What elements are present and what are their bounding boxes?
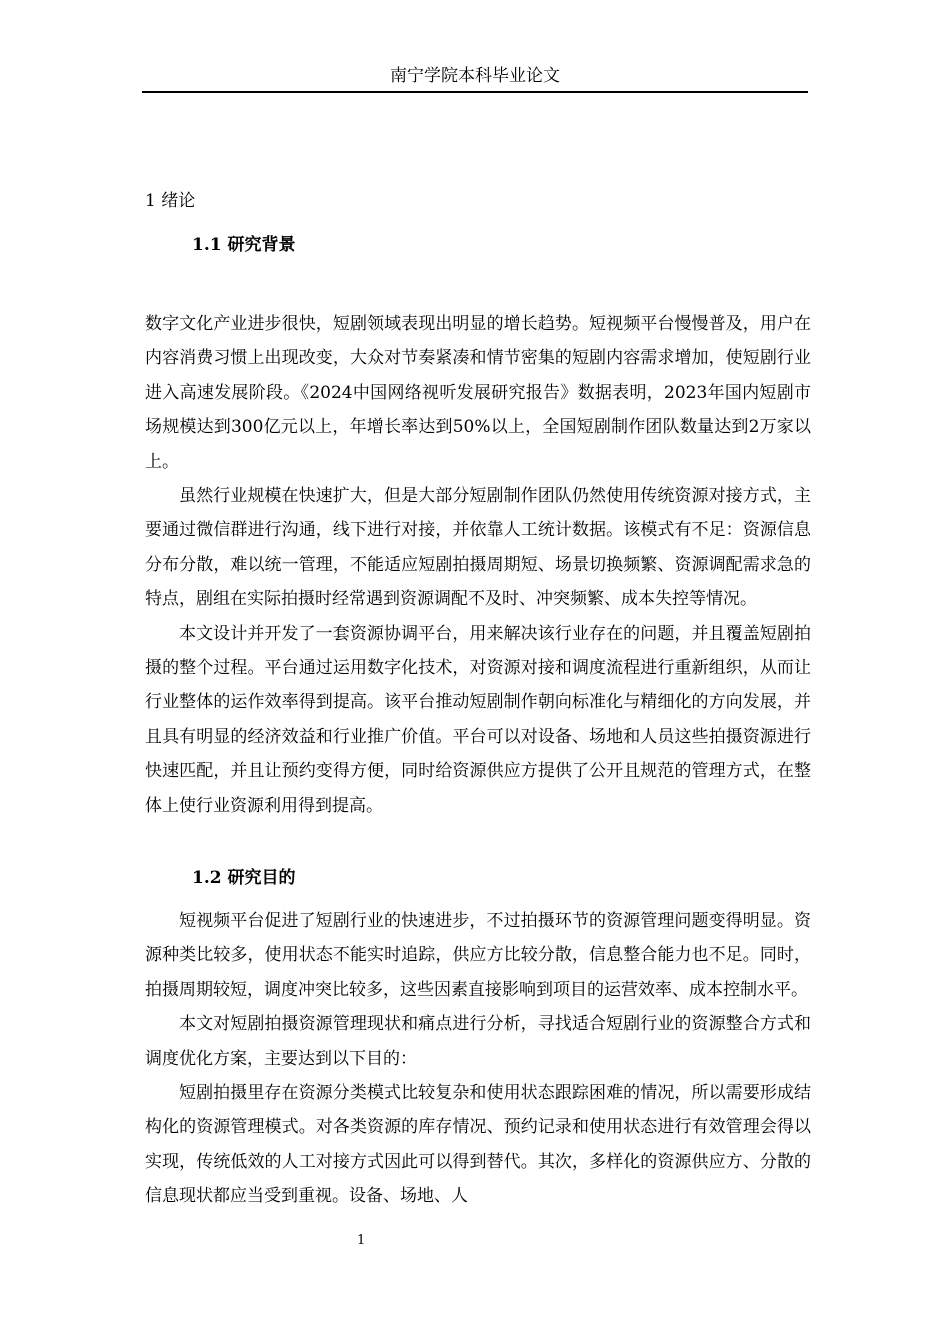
paragraph: 本文对短剧拍摄资源管理现状和痛点进行分析，寻找适合短剧行业的资源整合方式和调度优化方案，主要达到以下目的：	[145, 1014, 811, 1069]
running-header-title: 南宁学院本科毕业论文	[390, 66, 560, 86]
section-body-purpose	[145, 904, 811, 1214]
section-body-background	[145, 307, 811, 823]
paragraph: 短视频平台促进了短剧行业的快速进步，不过拍摄环节的资源管理问题变得明显。资源种类比较多，使用状态不能实时追踪，供应方比较分散，信息整合能力也不足。同时，拍摄周期较短，调度冲突比较多，这些因素直接影响到项目的运营效率、成本控制水平。	[145, 911, 811, 1000]
header-divider	[142, 91, 808, 93]
section-heading-purpose: 1.2 研究目的	[192, 868, 296, 888]
paragraph: 短剧拍摄里存在资源分类模式比较复杂和使用状态跟踪困难的情况，所以需要形成结构化的资源管理模式。对各类资源的库存情况、预约记录和使用状态进行有效管理会得以实现，传统低效的人工对接方式因此可以得到替代。其次，多样化的资源供应方、分散的信息现状都应当受到重视。设备、场地、人	[145, 1083, 811, 1207]
chapter-heading: 1 绪论	[145, 191, 196, 211]
section-heading-background: 1.1 研究背景	[192, 235, 296, 255]
paragraph: 虽然行业规模在快速扩大，但是大部分短剧制作团队仍然使用传统资源对接方式，主要通过微信群进行沟通，线下进行对接，并依靠人工统计数据。该模式有不足：资源信息分布分散，难以统一管理，不能适应短剧拍摄周期短、场景切换频繁、资源调配需求急的特点，剧组在实际拍摄时经常遇到资源调配不及时、冲突频繁、成本失控等情况。	[145, 486, 811, 610]
page-number: 1	[357, 1233, 366, 1248]
paragraph: 数字文化产业进步很快，短剧领域表现出明显的增长趋势。短视频平台慢慢普及，用户在内容消费习惯上出现改变，大众对节奏紧凑和情节密集的短剧内容需求增加，使短剧行业进入高速发展阶段。《2024中国网络视听发展研究报告》数据表明，2023年国内短剧市场规模达到300亿元以上，年增长率达到50%以上，全国短剧制作团队数量达到2万家以上。	[145, 314, 811, 472]
paragraph: 本文设计并开发了一套资源协调平台，用来解决该行业存在的问题，并且覆盖短剧拍摄的整个过程。平台通过运用数字化技术，对资源对接和调度流程进行重新组织，从而让行业整体的运作效率得到提高。该平台推动短剧制作朝向标准化与精细化的方向发展，并且具有明显的经济效益和行业推广价值。平台可以对设备、场地和人员这些拍摄资源进行快速匹配，并且让预约变得方便，同时给资源供应方提供了公开且规范的管理方式，在整体上使行业资源利用得到提高。	[145, 623, 811, 816]
